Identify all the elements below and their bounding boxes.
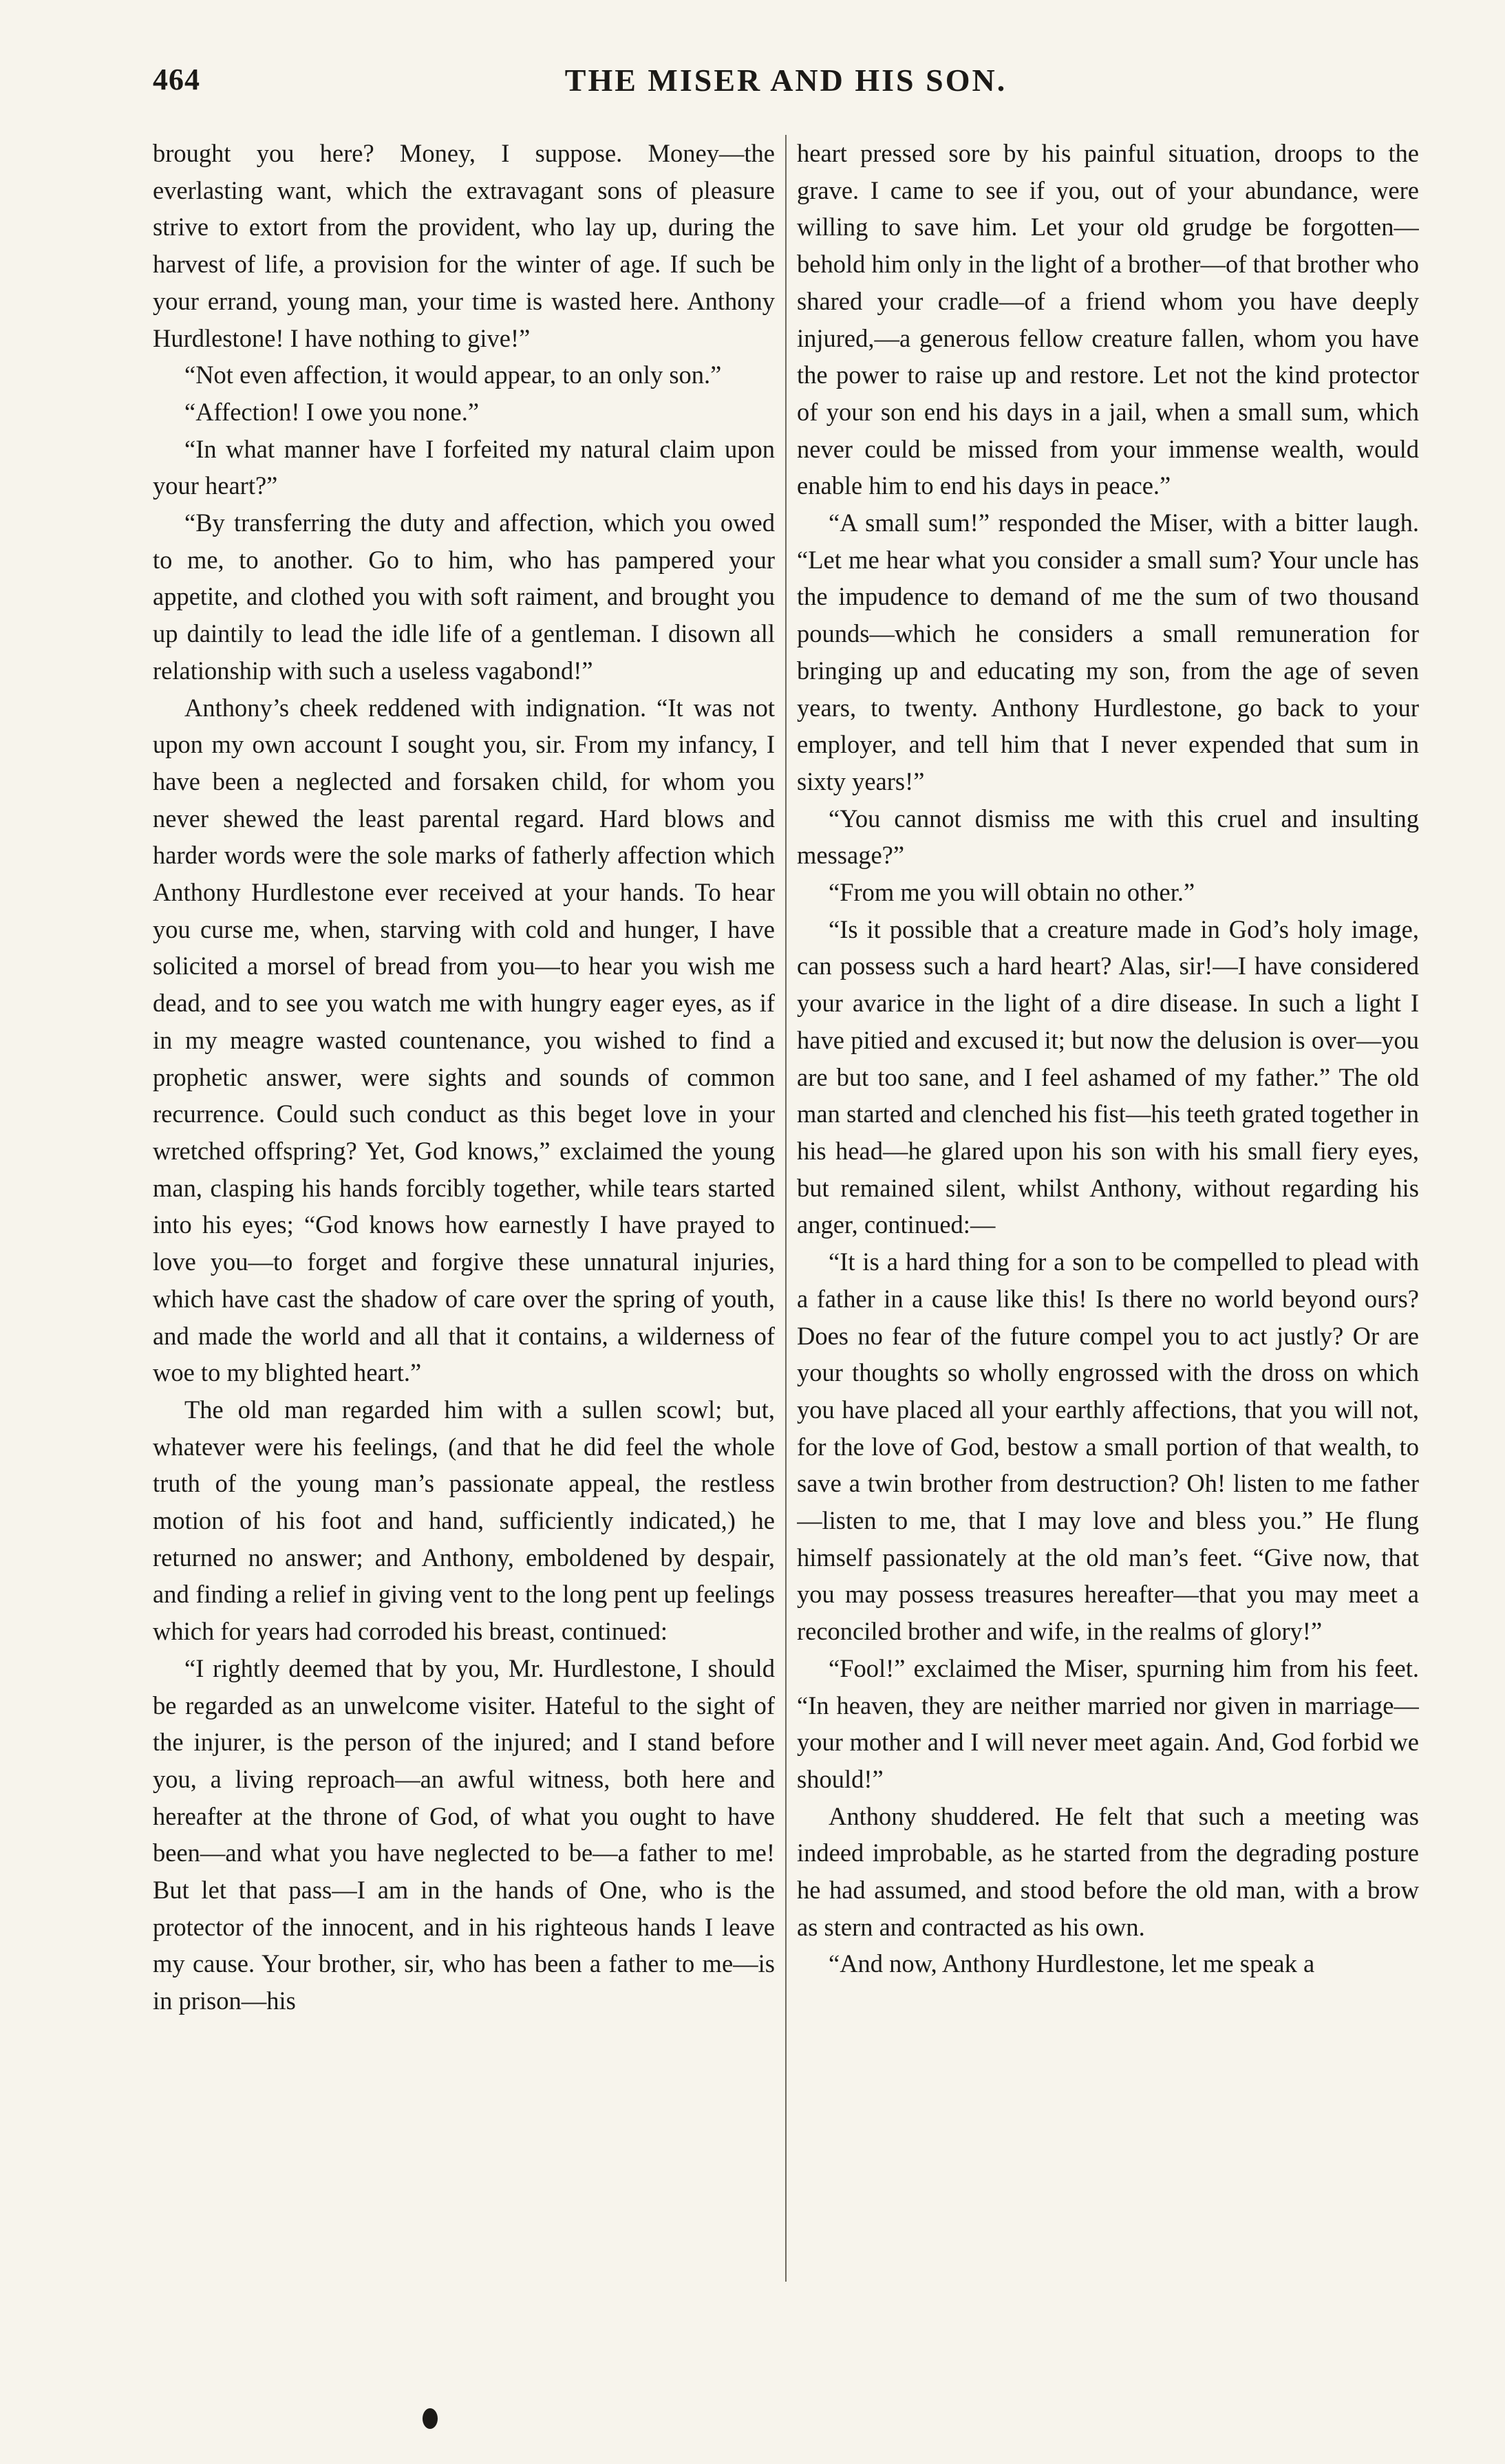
paragraph: Anthony’s cheek reddened with indignation. “It was not upon my own account I sought you, sir. From my infancy, I have been a neglected and forsaken child, for whom you never shewed the least parental regard. Hard blows and harder words were the sole marks of fatherly affection which Anthony Hurdlestone ever received at your hands. To hear you curse me, when, starving with cold and hunger, I have solicited a morsel of bread from you—to hear you wish me dead, and to see you watch me with hungry eager eyes, as if in my meagre wasted countenance, you wished to find a prophetic answer, were sights and sounds of common recurrence. Could such conduct as this beget love in your wretched offspring? Yet, God knows,” exclaimed the young man, clasping his hands forcibly together, while tears started into his eyes; “God knows how earnestly I have prayed to love you—to forget and forgive these unnatural injuries, which have cast the shadow of care over the spring of youth, and made the world and all that it contains, a wilderness of woe to my blighted heart.” (153, 693, 775, 1387)
paragraph: heart pressed sore by his painful situation, droops to the grave. I came to see if you, out of your abundance, were willing to save him. Let your old grudge be forgotten—behold him only in the light of a brother—of that brother who shared your cradle—of a friend whom you have deeply injured,—a generous fellow creature fallen, whom you have the power to raise up and restore. Let not the kind protector of your son end his days in a jail, when a small sum, which never could be missed from your immense wealth, would enable him to end his days in peace.” (797, 139, 1419, 500)
paragraph: “It is a hard thing for a son to be compelled to plead with a father in a cause like this! Is there no world beyond ours? Does no fear of the future compel you to act justly? Or are your thoughts so wholly engrossed with the dross on which you have placed all your earthly affections, that you will not, for the love of God, bestow a small portion of that wealth, to save a twin brother from destruction? Oh! listen to me father—listen to me, that I may love and bless you.” He flung himself passionately at the old man’s feet. “Give now, that you may possess treasures hereafter—that you may meet a reconciled brother and wife, in the realms of glory!” (797, 1247, 1419, 1646)
paragraph: “Is it possible that a creature made in God’s holy image, can possess such a hard heart? Alas, sir!—I have considered your avarice in the light of a dire disease. In such a light I have pitied and excused it; but now the delusion is over—you are but too sane, and I feel ashamed of my father.” The old man started and clenched his fist—his teeth grated together in his head—he glared upon his son with his small fiery eyes, but remained silent, whilst Anthony, without regarding his anger, continued:— (797, 914, 1419, 1239)
running-title: THE MISER AND HIS SON. (564, 63, 1007, 98)
left-column (153, 135, 775, 2282)
paragraph: “Affection! I owe you none.” (184, 397, 480, 426)
paragraph: “You cannot dismiss me with this cruel and insulting message?” (797, 804, 1419, 870)
paragraph: “And now, Anthony Hurdlestone, let me speak a (829, 1949, 1315, 1978)
page-header (153, 62, 1419, 110)
paragraph: “Not even affection, it would appear, to an only son.” (184, 361, 722, 389)
paragraph: “A small sum!” responded the Miser, with a bitter laugh. “Let me hear what you consider a small sum? Your uncle has the impudence to demand of me the sum of two thousand pounds—which he considers a small remuneration for bringing up and educating my son, from the age of seven years, to twenty. Anthony Hurdlestone, go back to your employer, and tell him that I never expended that sum in sixty years!” (797, 508, 1419, 795)
right-column (797, 135, 1419, 2282)
paragraph: The old man regarded him with a sullen scowl; but, whatever were his feelings, (and that he did feel the whole truth of the young man’s passionate appeal, the restless motion of his foot and hand, sufficiently indicated,) he returned no answer; and Anthony, emboldened by despair, and finding a relief in giving vent to the long pent up feelings which for years had corroded his breast, continued: (153, 1395, 775, 1646)
paragraph: “Fool!” exclaimed the Miser, spurning him from his feet. “In heaven, they are neither married nor given in marriage—your mother and I will never meet again. And, God forbid we should!” (797, 1653, 1419, 1793)
paragraph: “From me you will obtain no other.” (829, 878, 1195, 907)
page-number: 464 (153, 63, 200, 96)
paragraph: brought you here? Money, I suppose. Money—the everlasting want, which the extravagant sons of pleasure strive to extort from the provident, who lay up, during the harvest of life, a provision for the winter of age. If such be your errand, young man, your time is wasted here. Anthony Hurdlestone! I have nothing to give!” (153, 139, 775, 352)
paragraph: “By transferring the duty and affection, which you owed to me, to another. Go to him, who has pampered your appetite, and clothed you with soft raiment, and brought you up daintily to lead the idle life of a gentleman. I disown all relationship with such a useless vagabond!” (153, 508, 775, 685)
paragraph: “I rightly deemed that by you, Mr. Hurdlestone, I should be regarded as an unwelcome visiter. Hateful to the sight of the injurer, is the person of the injured; and I stand before you, a living reproach—an awful witness, both here and hereafter at the throne of God, of what you ought to have been—and what you have neglected to be—a father to me! But let that pass—I am in the hands of One, who is the protector of the innocent, and in his righteous hands I leave my cause. Your brother, sir, who has been a father to me—is in prison—his (153, 1653, 775, 2015)
paragraph: “In what manner have I forfeited my natural claim upon your heart?” (153, 434, 775, 500)
column-divider (785, 135, 787, 2282)
paragraph: Anthony shuddered. He felt that such a meeting was indeed improbable, as he started from the degrading posture he had assumed, and stood before the old man, with a brow as stern and contracted as his own. (797, 1801, 1419, 1941)
ink-blot (423, 2408, 438, 2429)
